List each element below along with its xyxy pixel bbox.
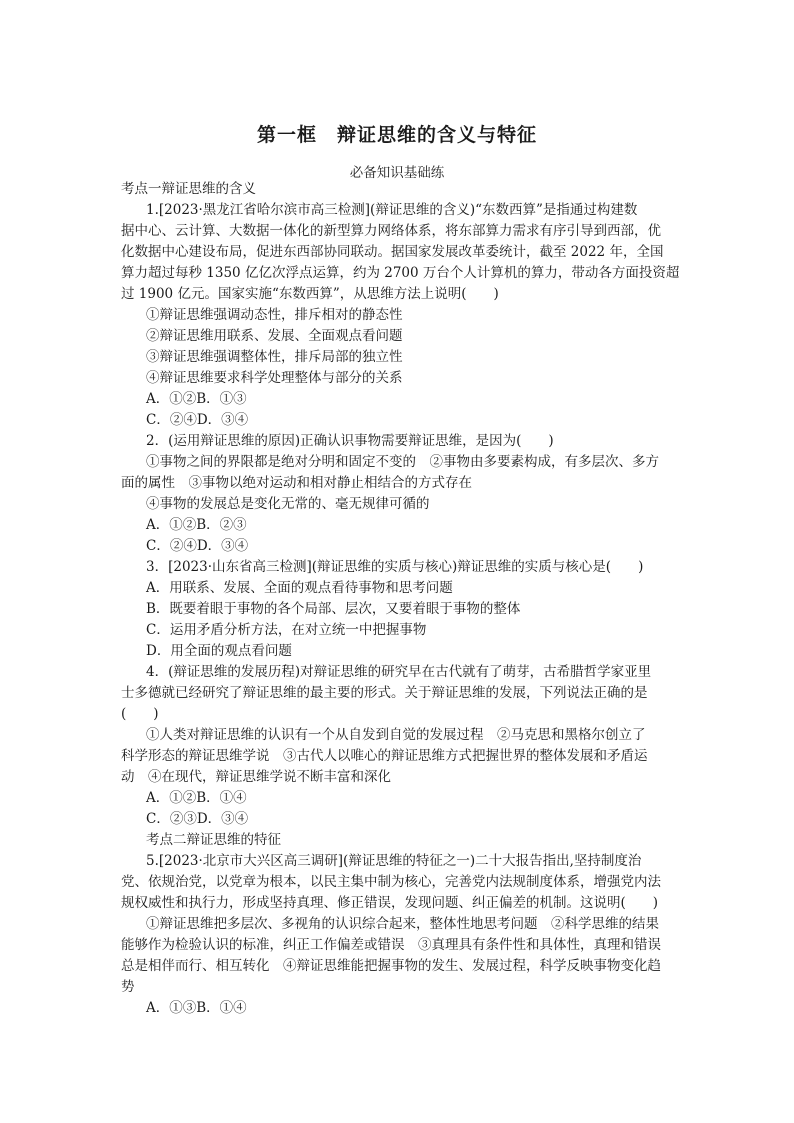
statement: ④辩证思维要求科学处理整体与部分的关系 xyxy=(146,370,403,386)
question-1-line: 1.[2023·黑龙江省哈尔滨市高三检测](辩证思维的含义)“东数西算”是指通过构建数 xyxy=(146,202,638,218)
question-4-line: ( ) xyxy=(121,706,159,722)
section-heading: 考点二辩证思维的特征 xyxy=(146,832,281,848)
answer-options: C．②④D．③④ xyxy=(146,538,249,554)
question-4-line: 4．(辩证思维的发展历程)对辩证思维的研究早在古代就有了萌芽，古希腊哲学家亚里 xyxy=(146,664,652,680)
answer-options: A．①③B．①④ xyxy=(146,1000,247,1016)
answer-option-a: A．用联系、发展、全面的观点看待事物和思考问题 xyxy=(146,580,453,596)
answer-options: A．①②B．①③ xyxy=(146,391,247,407)
statement: 势 xyxy=(121,979,135,995)
page-subtitle: 必备知识基础练 xyxy=(349,165,445,181)
question-5-line: 5.[2023·北京市大兴区高三调研](辩证思维的特征之一)二十大报告指出,坚持制度治 xyxy=(146,853,642,869)
statement: ③辩证思维强调整体性，排斥局部的独立性 xyxy=(146,349,403,365)
statement: ①事物之间的界限都是绝对分明和固定不变的 ②事物由多要素构成，有多层次、多方 xyxy=(146,454,659,470)
document-body xyxy=(121,179,680,1019)
question-3-line: 3．[2023·山东省高三检测](辩证思维的实质与核心)辩证思维的实质与核心是( ) xyxy=(146,559,644,575)
page-title: 第一框 辩证思维的含义与特征 xyxy=(256,124,537,146)
question-5-line: 规权威性和执行力，形成坚持真理、修正错误，发现问题、纠正偏差的机制。这说明( ) xyxy=(121,895,659,911)
answer-option-c: C．运用矛盾分析方法，在对立统一中把握事物 xyxy=(146,622,427,638)
statement: 总是相伴而行、相互转化 ④辩证思维能把握事物的发生、发展过程，科学反映事物变化趋 xyxy=(121,958,661,974)
question-1-line: 过 1900 亿元。国家实施“东数西算”，从思维方法上说明( ) xyxy=(121,286,499,302)
question-2-line: 2．(运用辩证思维的原因)正确认识事物需要辩证思维，是因为( ) xyxy=(146,433,554,449)
statement: ①人类对辩证思维的认识有一个从自发到自觉的发展过程 ②马克思和黑格尔创立了 xyxy=(146,727,646,743)
question-1-line: 据中心、云计算、大数据一体化的新型算力网络体系，将东部算力需求有序引导到西部，优 xyxy=(121,223,661,239)
statement: 面的属性 ③事物以绝对运动和相对静止相结合的方式存在 xyxy=(121,475,472,491)
answer-option-d: D．用全面的观点看问题 xyxy=(146,643,292,659)
statement: 动 ④在现代，辩证思维学说不断丰富和深化 xyxy=(121,769,391,785)
statement: 能够作为检验认识的标准，纠正工作偏差或错误 ③真理具有条件性和具体性，真理和错误 xyxy=(121,937,661,953)
question-1-line: 化数据中心建设布局，促进东西部协同联动。据国家发展改革委统计，截至 2022 年，全国 xyxy=(121,244,664,260)
question-5-line: 党、依规治党，以党章为根本，以民主集中制为核心，完善党内法规制度体系，增强党内法 xyxy=(121,874,661,890)
section-heading: 考点一辩证思维的含义 xyxy=(121,181,256,197)
statement: ①辩证思维强调动态性，排斥相对的静态性 xyxy=(146,307,403,323)
answer-option-b: B．既要着眼于事物的各个局部、层次，又要着眼于事物的整体 xyxy=(146,601,521,617)
answer-options: A．①②B．①④ xyxy=(146,790,247,806)
answer-options: A．①②B．②③ xyxy=(146,517,247,533)
statement: ②辩证思维用联系、发展、全面观点看问题 xyxy=(146,328,403,344)
statement: ①辩证思维把多层次、多视角的认识综合起来，整体性地思考问题 ②科学思维的结果 xyxy=(146,916,659,932)
statement: 科学形态的辩证思维学说 ③古代人以唯心的辩证思维方式把握世界的整体发展和矛盾运 xyxy=(121,748,648,764)
statement: ④事物的发展总是变化无常的、毫无规律可循的 xyxy=(146,496,430,512)
question-4-line: 士多德就已经研究了辩证思维的最主要的形式。关于辩证思维的发展，下列说法正确的是 xyxy=(121,685,648,701)
answer-options: C．②③D．③④ xyxy=(146,811,249,827)
answer-options: C．②④D．③④ xyxy=(146,412,249,428)
question-1-line: 算力超过每秒 1350 亿亿次浮点运算，约为 2700 万台个人计算机的算力，带动各方面投资超 xyxy=(121,265,680,281)
